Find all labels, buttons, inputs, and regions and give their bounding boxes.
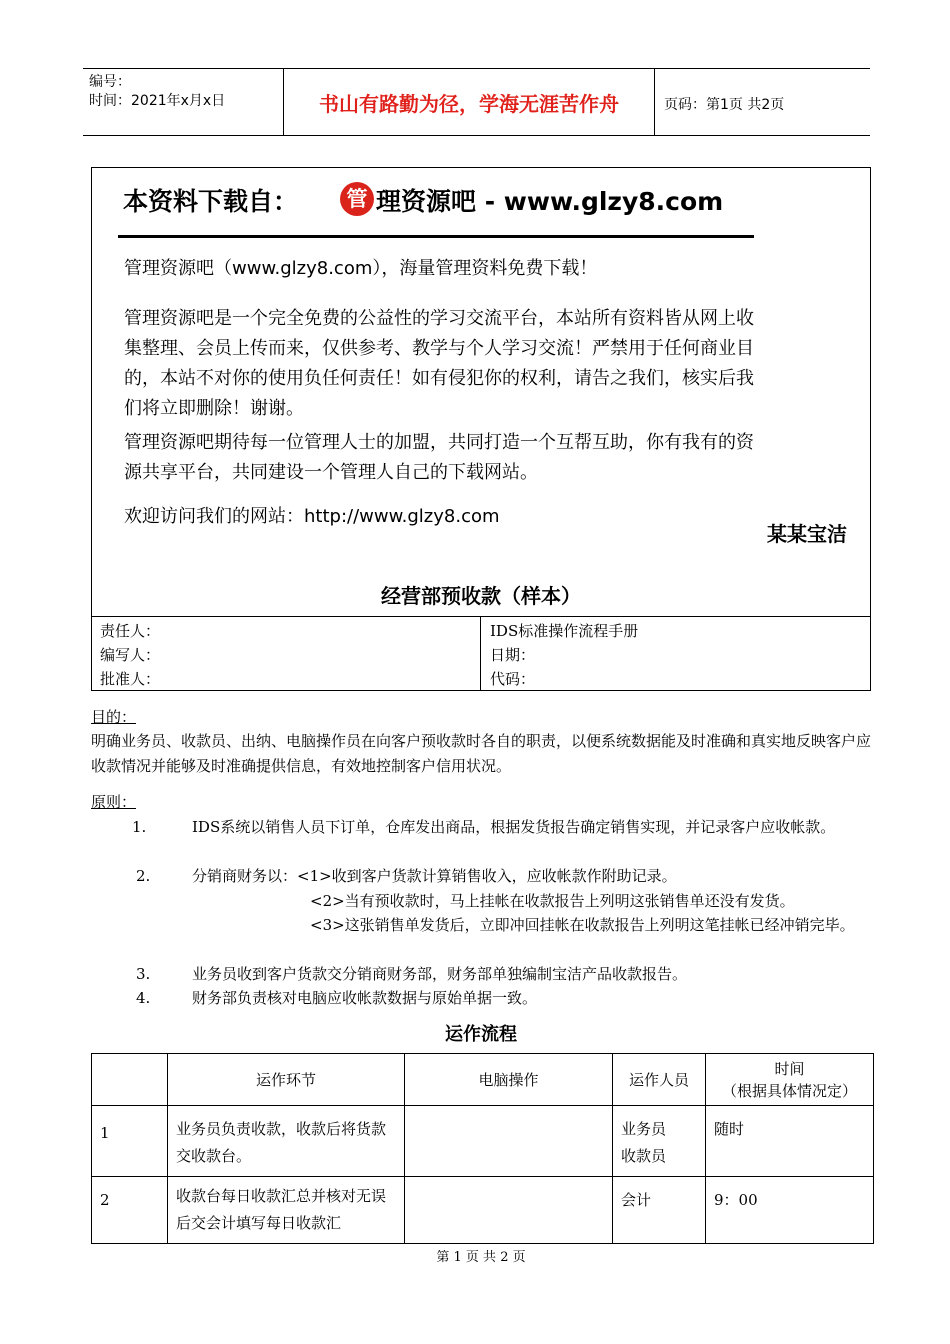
principle-number: 4. (136, 989, 151, 1007)
banner-paragraph-3: 管理资源吧期待每一位管理人士的加盟，共同打造一个互帮互助，你有我有的资源共享平台，共同建设一个管理人自己的下载网站。 (124, 432, 754, 483)
row-step: 业务员负责收款，收款后将货款交收款台。 (168, 1106, 405, 1177)
header-cell-number (92, 1054, 168, 1106)
header-cell-step: 运作环节 (168, 1054, 405, 1106)
purpose-text: 明确业务员、收款员、出纳、电脑操作员在向客户预收款时各自的职责，以便系统数据能及时准确和真实地反映客户应收款情况并能够及时准确提供信息，有效地控制客户信用状况。 (91, 732, 872, 775)
header-cell-staff: 运作人员 (613, 1054, 706, 1106)
info-table-divider (480, 617, 481, 691)
row-computer (405, 1106, 613, 1177)
info-code: 代码： (490, 670, 536, 688)
principle-subitem-text: <3>这张销售单发货后，立即冲回挂帐在收款报告上列明这笔挂帐已经冲销完毕。 (310, 916, 855, 934)
info-date: 日期： (490, 646, 536, 664)
header-divider (654, 68, 655, 136)
header-page-info: 页码：第1页 共2页 (664, 97, 785, 113)
principle-number: 1. (132, 818, 147, 836)
principle-number: 3. (136, 965, 151, 983)
principle-subitem: <2>当有预收款时，马上挂帐在收款报告上列明这张销售单还没有发货。 (310, 892, 795, 910)
row-time: 9：00 (706, 1177, 874, 1244)
principles-heading: 原则： (91, 793, 137, 811)
company-name: 某某宝洁 (767, 522, 847, 546)
process-table (91, 1053, 874, 1244)
purpose-heading: 目的： (91, 708, 137, 726)
row-staff: 业务员 收款员 (613, 1106, 706, 1177)
banner-title-right: 理资源吧 - www.glzy8.com (376, 187, 724, 216)
row-staff: 会计 (613, 1177, 706, 1244)
row-number: 2 (92, 1177, 168, 1244)
principle-number: 2. (136, 867, 151, 885)
banner-website-link[interactable]: 欢迎访问我们的网站：http://www.glzy8.com (124, 506, 500, 527)
row-number: 1 (92, 1106, 168, 1177)
header-bottom-rule (83, 135, 870, 136)
principle-text (192, 815, 864, 840)
process-title: 运作流程 (445, 1024, 517, 1045)
page-footer: 第 1 页 共 2 页 (436, 1250, 526, 1265)
row-step: 收款台每日收款汇总并核对无误后交会计填写每日收款汇 (168, 1177, 405, 1244)
document-info-table (91, 617, 871, 691)
principle-text: 分销商财务以：<1>收到客户货款计算销售收入，应收帐款作附助记录。 (192, 867, 677, 885)
header-motto: 书山有路勤为径，学海无涯苦作舟 (319, 92, 619, 116)
banner-title-left: 本资料下载自： (123, 187, 299, 216)
principle-text-line: IDS系统以销售人员下订单，仓库发出商品，根据发货报告确定销售实现，并记录客户应收帐款。 (192, 818, 836, 836)
banner-rule (118, 235, 754, 238)
header-number-label: 编号： (89, 74, 131, 90)
principle-text: 财务部负责核对电脑应收帐款数据与原始单据一致。 (192, 989, 538, 1007)
process-header-row (92, 1054, 874, 1106)
header-cell-time: 时间 （根据具体情况定） (706, 1054, 874, 1106)
info-manual: IDS标准操作流程手册 (490, 622, 639, 640)
info-responsible: 责任人： (100, 622, 161, 640)
info-writer: 编写人： (100, 646, 161, 664)
header-top-rule (83, 68, 870, 69)
principle-text: 业务员收到客户货款交分销商财务部，财务部单独编制宝洁产品收款报告。 (192, 965, 688, 983)
principle-subitem (310, 913, 870, 938)
table-row (92, 1106, 874, 1177)
document-title: 经营部预收款（样本） (381, 584, 581, 608)
banner-paragraph-2: 管理资源吧是一个完全免费的公益性的学习交流平台，本站所有资料皆从网上收集整理、会员上传而来，仅供参考、教学与个人学习交流！严禁用于任何商业目的，本站不对你的使用负任何责任！如有侵犯你的权利，请告之我们，核实后我们将立即删除！谢谢。 (124, 308, 754, 419)
header-cell-computer: 电脑操作 (405, 1054, 613, 1106)
info-approver: 批准人： (100, 670, 161, 688)
row-computer (405, 1177, 613, 1244)
table-row (92, 1177, 874, 1244)
site-logo-icon: 管 (340, 182, 374, 216)
banner-paragraph-1: 管理资源吧（www.glzy8.com），海量管理资料免费下载！ (124, 258, 598, 279)
header-time-label: 时间：2021年x月x日 (89, 93, 226, 109)
row-time: 随时 (706, 1106, 874, 1177)
